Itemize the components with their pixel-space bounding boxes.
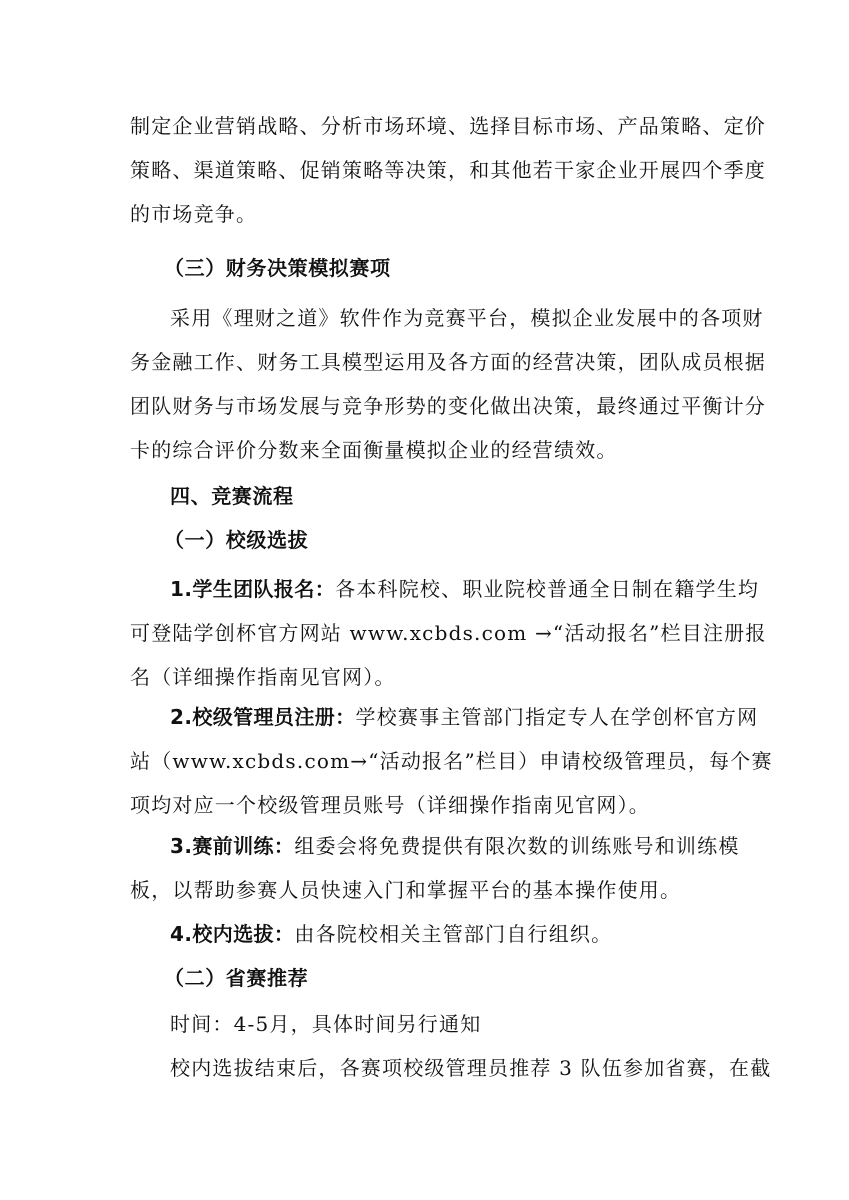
paragraph-line: 名（详细操作指南见官网）。 [130,665,396,689]
subsection-heading-province: （二）省赛推荐 [164,966,309,990]
paragraph-line: 采用《理财之道》软件作为竞赛平台，模拟企业发展中的各项财 [170,306,764,330]
list-item-first-line [170,834,740,858]
paragraph-line: 策略、渠道策略、促销策略等决策，和其他若干家企业开展四个季度 [130,158,766,182]
paragraph-line: 卡的综合评价分数来全面衡量模拟企业的经营绩效。 [130,438,618,462]
list-item-text: 学校赛事主管部门指定专人在学创杯官方网 [355,705,759,729]
list-item-text: 组委会将免费提供有限次数的训练账号和训练模 [294,834,740,858]
list-item-first-line [170,705,759,729]
list-item-label: 4.校内选拔： [170,922,295,946]
time-line: 时间：4-5月，具体时间另行通知 [170,1012,482,1036]
section-heading-process: 四、竞赛流程 [170,484,294,508]
paragraph-line: 板，以帮助参赛人员快速入门和掌握平台的基本操作使用。 [130,878,682,902]
paragraph-line: 团队财务与市场发展与竞争形势的变化做出决策，最终通过平衡计分 [130,394,766,418]
list-item-text: 各本科院校、职业院校普通全日制在籍学生均 [335,577,760,601]
list-item-first-line [170,577,760,601]
paragraph-line: 项均对应一个校级管理员账号（详细操作指南见官网）。 [130,793,650,817]
paragraph-line: 制定企业营销战略、分析市场环境、选择目标市场、产品策略、定价 [130,114,766,138]
list-item-text: 由各院校相关主管部门自行组织。 [294,922,613,946]
list-item-label: 1.学生团队报名： [170,577,336,601]
subsection-heading-school: （一）校级选拔 [164,528,309,552]
paragraph-line: 可登陆学创杯官方网站 www.xcbds.com →“活动报名”栏目注册报 [130,621,767,645]
list-item-first-line [170,922,720,946]
paragraph-line: 校内选拔结束后，各赛项校级管理员推荐 3 队伍参加省赛，在截 [170,1056,772,1080]
paragraph-line: 的市场竞争。 [130,202,258,226]
list-item-label: 3.赛前训练： [170,834,295,858]
paragraph-line: 务金融工作、财务工具模型运用及各方面的经营决策，团队成员根据 [130,350,766,374]
section-heading-finance: （三）财务决策模拟赛项 [164,256,391,280]
paragraph-line: 站（www.xcbds.com→“活动报名”栏目）申请校级管理员，每个赛 [130,749,773,773]
list-item-label: 2.校级管理员注册： [170,705,356,729]
